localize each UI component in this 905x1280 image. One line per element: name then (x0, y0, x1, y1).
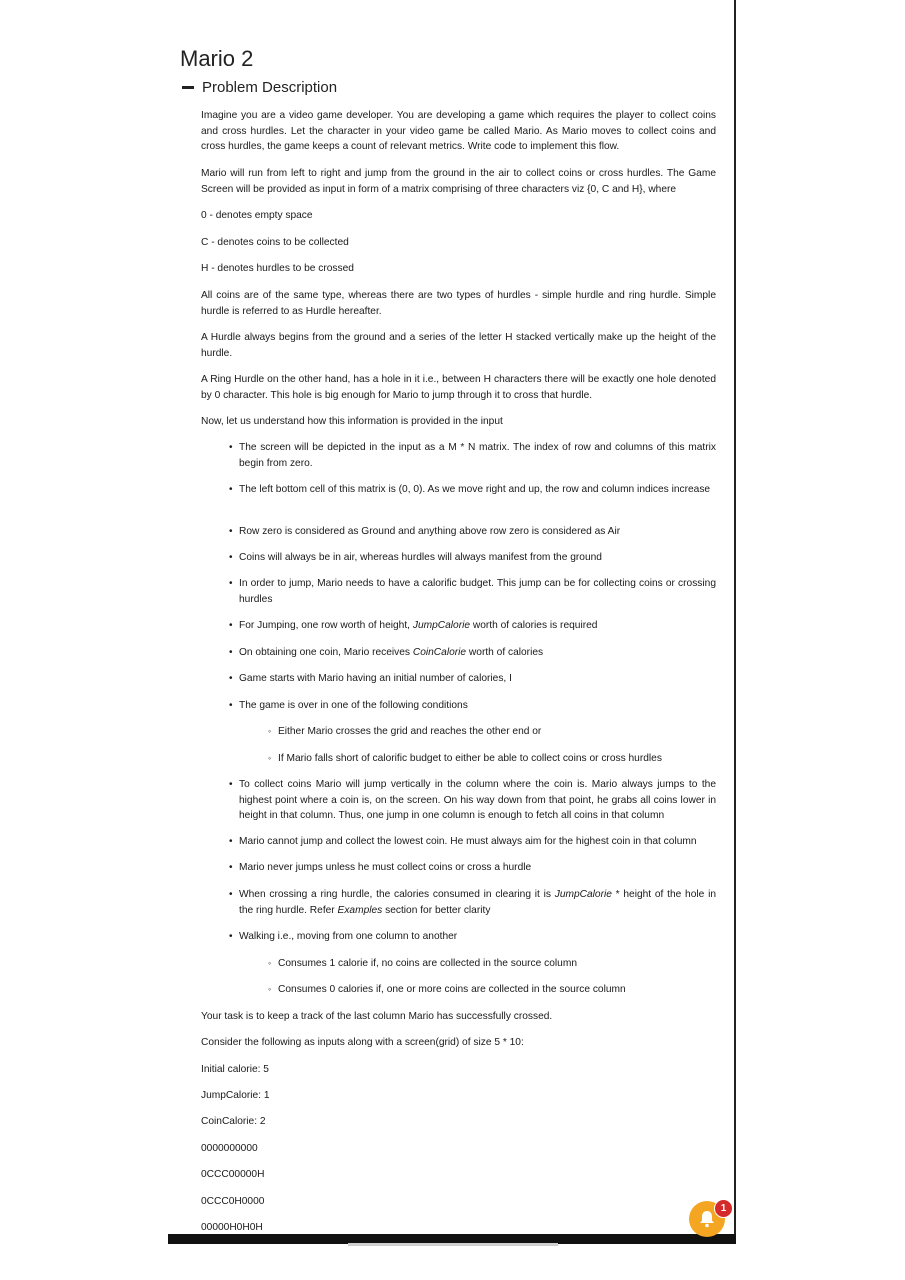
bullet-calorific-budget: • In order to jump, Mario needs to have a calorific budget. This jump can be for collecting coins or crossing hurdles (239, 576, 716, 607)
input-initial-calorie: Initial calorie: 5 (201, 1064, 269, 1075)
bullet-game-over: • The game is over in one of the following conditions (239, 698, 716, 714)
bullet-initial-calories: • Game starts with Mario having an initial number of calories, I (239, 671, 716, 687)
problem-panel (168, 0, 736, 1244)
input-jump-calorie: JumpCalorie: 1 (201, 1090, 270, 1101)
problem-description-toggle[interactable] (182, 79, 337, 96)
paragraph-game-screen: Mario will run from left to right and jump from the ground in the air to collect coins or cross hurdles. The Game Screen will be provided as input in form of a matrix comprising of three characters viz {0, C and H}, where (201, 168, 716, 195)
sub-bullet-consumes-1: ◦ Consumes 1 calorie if, no coins are collected in the source column (278, 956, 716, 972)
bullet-walking: • Walking i.e., moving from one column to another (239, 929, 716, 945)
paragraph-intro: Imagine you are a video game developer. You are developing a game which requires the player to collect coins and cross hurdles. Let the character in your video game be called Mario. As Mario moves to collect coins and cross hurdles, the game keeps a count of relevant metrics. Write code to implement this flow. (201, 110, 716, 152)
bullet-lowest-coin: • Mario cannot jump and collect the lowest coin. He must always aim for the highest coin in that column (239, 834, 716, 850)
notification-count-badge: 1 (714, 1199, 733, 1218)
sub-bullet-consumes-0: ◦ Consumes 0 calories if, one or more coins are collected in the source column (278, 982, 716, 998)
bullet-collect-coins: • To collect coins Mario will jump vertically in the column where the coin is. Mario always jumps to the highest point where a coin is, on the screen. On his way down from that point, he grabs all coins lower in height in that column. Thus, one jump in one column is enough to fetch all coins in that column (239, 777, 716, 824)
legend-empty: 0 - denotes empty space (201, 210, 313, 221)
paragraph-input-intro: Now, let us understand how this information is provided in the input (201, 416, 503, 427)
bottom-bar-highlight (348, 1243, 558, 1246)
bullet-jump-calorie: • For Jumping, one row worth of height, JumpCalorie worth of calories is required (239, 618, 716, 634)
bullet-ring-hurdle: • When crossing a ring hurdle, the calories consumed in clearing it is JumpCalorie * height of the hole in the ring hurdle. Refer Examples section for better clarity (239, 887, 716, 918)
input-coin-calorie: CoinCalorie: 2 (201, 1116, 266, 1127)
sub-bullet-falls-short: ◦ If Mario falls short of calorific budget to either be able to collect coins or cross hurdles (278, 751, 716, 767)
paragraph-ring-hurdle: A Ring Hurdle on the other hand, has a hole in it i.e., between H characters there will be exactly one hole denoted by 0 character. This hole is big enough for Mario to jump through it to cross that hurdle. (201, 374, 716, 401)
legend-hurdles: H - denotes hurdles to be crossed (201, 263, 354, 274)
grid-row: 0000000000 (201, 1143, 258, 1154)
bullet-never-jumps: • Mario never jumps unless he must collect coins or cross a hurdle (239, 860, 716, 876)
section-title: Problem Description (202, 79, 338, 96)
page-title: Mario 2 (180, 46, 254, 71)
paragraph-task: Your task is to keep a track of the last column Mario has successfully crossed. (201, 1011, 553, 1022)
grid-row: 00000H0H0H (201, 1222, 263, 1233)
paragraph-hurdle-types: All coins are of the same type, whereas there are two types of hurdles - simple hurdle and ring hurdle. Simple hurdle is referred to as Hurdle hereafter. (201, 290, 716, 317)
sub-bullet-crosses-grid: ◦ Either Mario crosses the grid and reaches the other end or (278, 724, 716, 740)
bullet-coins-air: • Coins will always be in air, whereas hurdles will always manifest from the ground (239, 550, 716, 566)
collapse-minus-icon[interactable] (182, 86, 194, 89)
bullet-row-zero: • Row zero is considered as Ground and anything above row zero is considered as Air (239, 524, 716, 540)
grid-row: 0CCC0H0000 (201, 1196, 265, 1207)
bullet-coin-calorie: • On obtaining one coin, Mario receives CoinCalorie worth of calories (239, 645, 716, 661)
paragraph-consider: Consider the following as inputs along with a screen(grid) of size 5 * 10: (201, 1037, 524, 1048)
legend-coins: C - denotes coins to be collected (201, 237, 349, 248)
bullet-left-bottom: • The left bottom cell of this matrix is (0, 0). As we move right and up, the row and column indices increase (239, 482, 716, 498)
bullet-matrix: • The screen will be depicted in the input as a M * N matrix. The index of row and columns of this matrix begin from zero. (239, 440, 716, 471)
grid-row: 0CCC00000H (201, 1169, 265, 1180)
paragraph-hurdle: A Hurdle always begins from the ground and a series of the letter H stacked vertically make up the height of the hurdle. (201, 332, 716, 359)
